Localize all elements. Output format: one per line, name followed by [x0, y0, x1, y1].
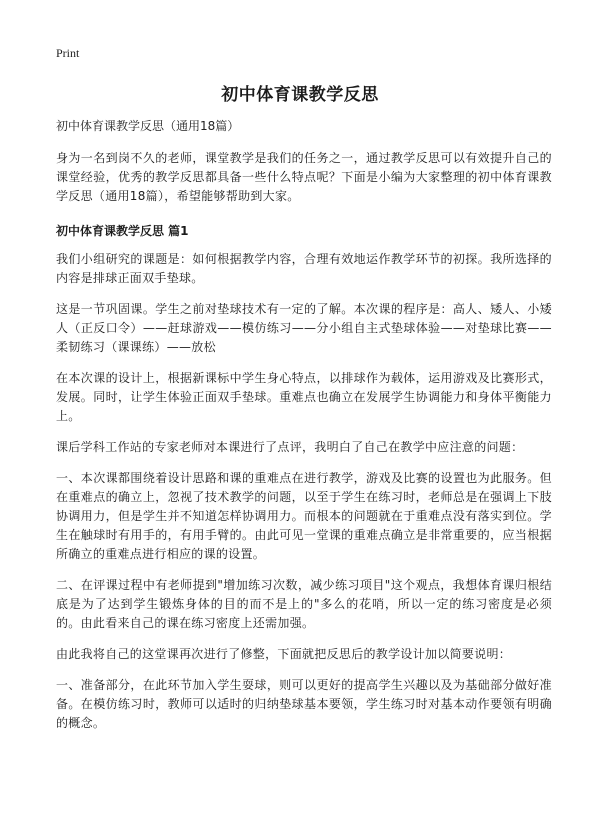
print-link[interactable]: Print — [56, 46, 80, 60]
article-subtitle: 初中体育课教学反思（通用18篇） — [56, 119, 240, 133]
paragraph-7: 由此我将自己的这堂课再次进行了修整，下面就把反思后的教学设计加以简要说明： — [56, 647, 512, 661]
paragraph-6: 二、在评课过程中有老师提到"增加练习次数，减少练习项目"这个观点，我想体育课归根结底是为了达到学生锻炼身体的目的而不是上的"多么的花哨，所以一定的练习密度是必须的。由此看来自己的课在练习密度上还需加强。 — [56, 578, 552, 630]
paragraph-8: 一、准备部分，在此环节加入学生耍球，则可以更好的提高学生兴趣以及为基础部分做好准备。在模仿练习时，教师可以适时的归纳垫球基本要领，学生练习时对基本动作要领有明确的概念。 — [56, 678, 552, 730]
paragraph-3: 在本次课的设计上，根据新课标中学生身心特点，以排球作为载体，运用游戏及比赛形式，发展。同时，让学生体验正面双手垫球。重难点也确立在发展学生协调能力和身体平衡能力上。 — [56, 371, 552, 423]
paragraph-1: 我们小组研究的课题是：如何根据教学内容，合理有效地运作教学环节的初探。我所选择的内容是排球正面双手垫球。 — [56, 252, 552, 285]
paragraph-5: 一、本次课都围绕着设计思路和课的重难点在进行教学，游戏及比赛的设置也为此服务。但在重难点的确立上，忽视了技术教学的问题，以至于学生在练习时，老师总是在强调上下肢协调用力，但是学生并不知道怎样协调用力。而根本的问题就在于重难点没有落实到位。学生在触球时有用手的，有用手臂的。由此可见一堂课的重难点确立是非常重要的，应当根据所确立的重难点进行相应的课的设置。 — [56, 471, 552, 561]
article-body — [56, 118, 552, 745]
paragraph-2: 这是一节巩固课。学生之前对垫球技术有一定的了解。本次课的程序是：高人、矮人、小矮人（正反口令）——赶球游戏——模仿练习——分小组自主式垫球体验——对垫球比赛——柔韧练习（课课练）——放松 — [56, 302, 552, 354]
intro-paragraph: 身为一名到岗不久的老师，课堂教学是我们的任务之一，通过教学反思可以有效提升自己的课堂经验，优秀的教学反思都具备一些什么特点呢？下面是小编为大家整理的初中体育课教学反思（通用18篇），希望能够帮助到大家。 — [56, 151, 552, 203]
paragraph-4: 课后学科工作站的专家老师对本课进行了点评，我明白了自己在教学中应注意的问题： — [56, 440, 524, 454]
page-title: 初中体育课教学反思 — [221, 85, 379, 105]
section-heading: 初中体育课教学反思 篇1 — [56, 224, 189, 238]
